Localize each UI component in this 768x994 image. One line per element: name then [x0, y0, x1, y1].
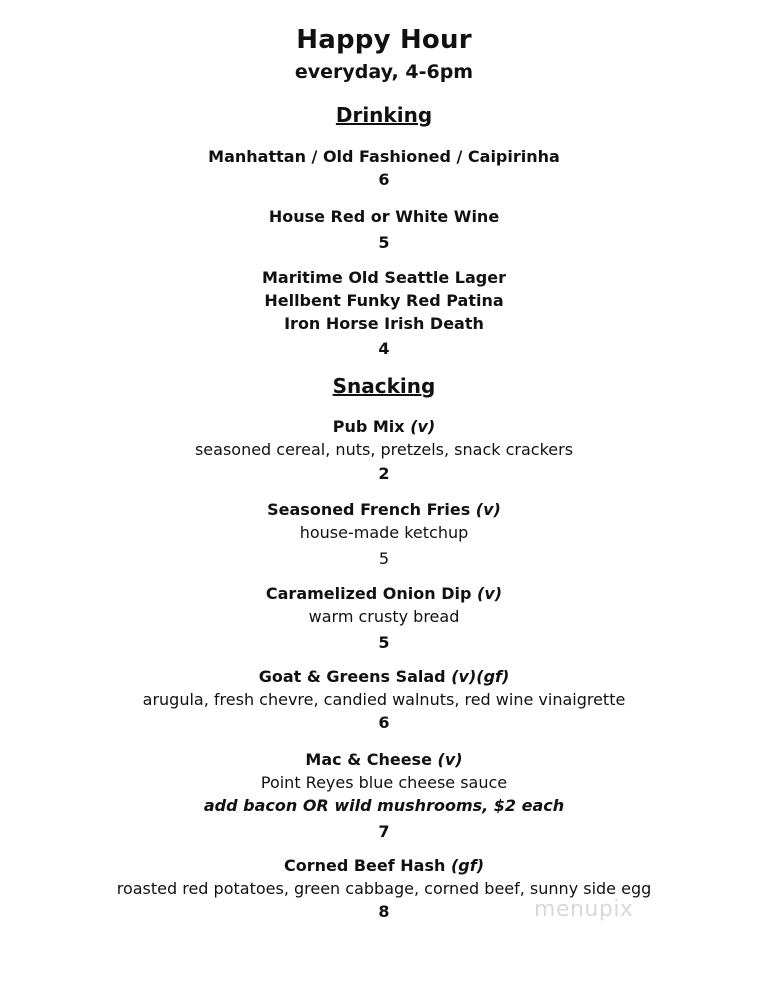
drink-price-beer: 4 — [378, 339, 390, 358]
snack-name-corned-beef: Corned Beef Hash (gf) — [283, 856, 485, 875]
snack-price-pub-mix: 2 — [378, 464, 390, 483]
snack-price-onion-dip: 5 — [378, 633, 390, 652]
snack-price-salad: 6 — [378, 713, 390, 732]
menu-hours: everyday, 4-6pm — [294, 61, 474, 83]
drink-price-wine: 5 — [378, 233, 390, 252]
diet-tag: (gf) — [450, 856, 485, 875]
drink-price-cocktails: 6 — [378, 170, 390, 189]
diet-tag: (v) — [437, 750, 463, 769]
drink-name-beer-2: Hellbent Funky Red Patina — [264, 291, 504, 310]
snack-name-pub-mix: Pub Mix (v) — [332, 417, 436, 436]
snack-price-mac-cheese: 7 — [378, 822, 390, 841]
snack-price-corned-beef: 8 — [378, 902, 390, 921]
snack-desc-fries: house-made ketchup — [299, 523, 469, 542]
diet-tag: (v) — [410, 417, 436, 436]
snack-desc-pub-mix: seasoned cereal, nuts, pretzels, snack crackers — [194, 440, 574, 459]
menu-title: Happy Hour — [296, 25, 472, 55]
watermark-logo: menupix — [534, 897, 634, 922]
snack-name-fries: Seasoned French Fries (v) — [267, 500, 501, 519]
snack-addon-note: add bacon OR wild mushrooms, $2 each — [203, 796, 565, 815]
snack-desc-onion-dip: warm crusty bread — [308, 607, 460, 626]
diet-tag: (v) — [477, 584, 503, 603]
diet-tag: (v) — [475, 500, 501, 519]
diet-tag: (v)(gf) — [451, 667, 510, 686]
section-heading-snacking: Snacking — [332, 374, 436, 398]
drink-name-beer-1: Maritime Old Seattle Lager — [262, 268, 506, 287]
snack-price-fries: 5 — [378, 549, 390, 568]
snack-desc-salad: arugula, fresh chevre, candied walnuts, red wine vinaigrette — [142, 690, 626, 709]
drink-name-beer-3: Iron Horse Irish Death — [284, 314, 484, 333]
snack-name-onion-dip: Caramelized Onion Dip (v) — [265, 584, 503, 603]
snack-desc-mac-cheese: Point Reyes blue cheese sauce — [260, 773, 508, 792]
snack-desc-corned-beef: roasted red potatoes, green cabbage, corned beef, sunny side egg — [116, 879, 652, 898]
section-heading-drinking: Drinking — [335, 103, 433, 127]
drink-name-wine: House Red or White Wine — [268, 207, 500, 226]
snack-name-mac-cheese: Mac & Cheese (v) — [305, 750, 463, 769]
snack-name-salad: Goat & Greens Salad (v)(gf) — [258, 667, 510, 686]
drink-name-cocktails: Manhattan / Old Fashioned / Caipirinha — [208, 147, 560, 166]
